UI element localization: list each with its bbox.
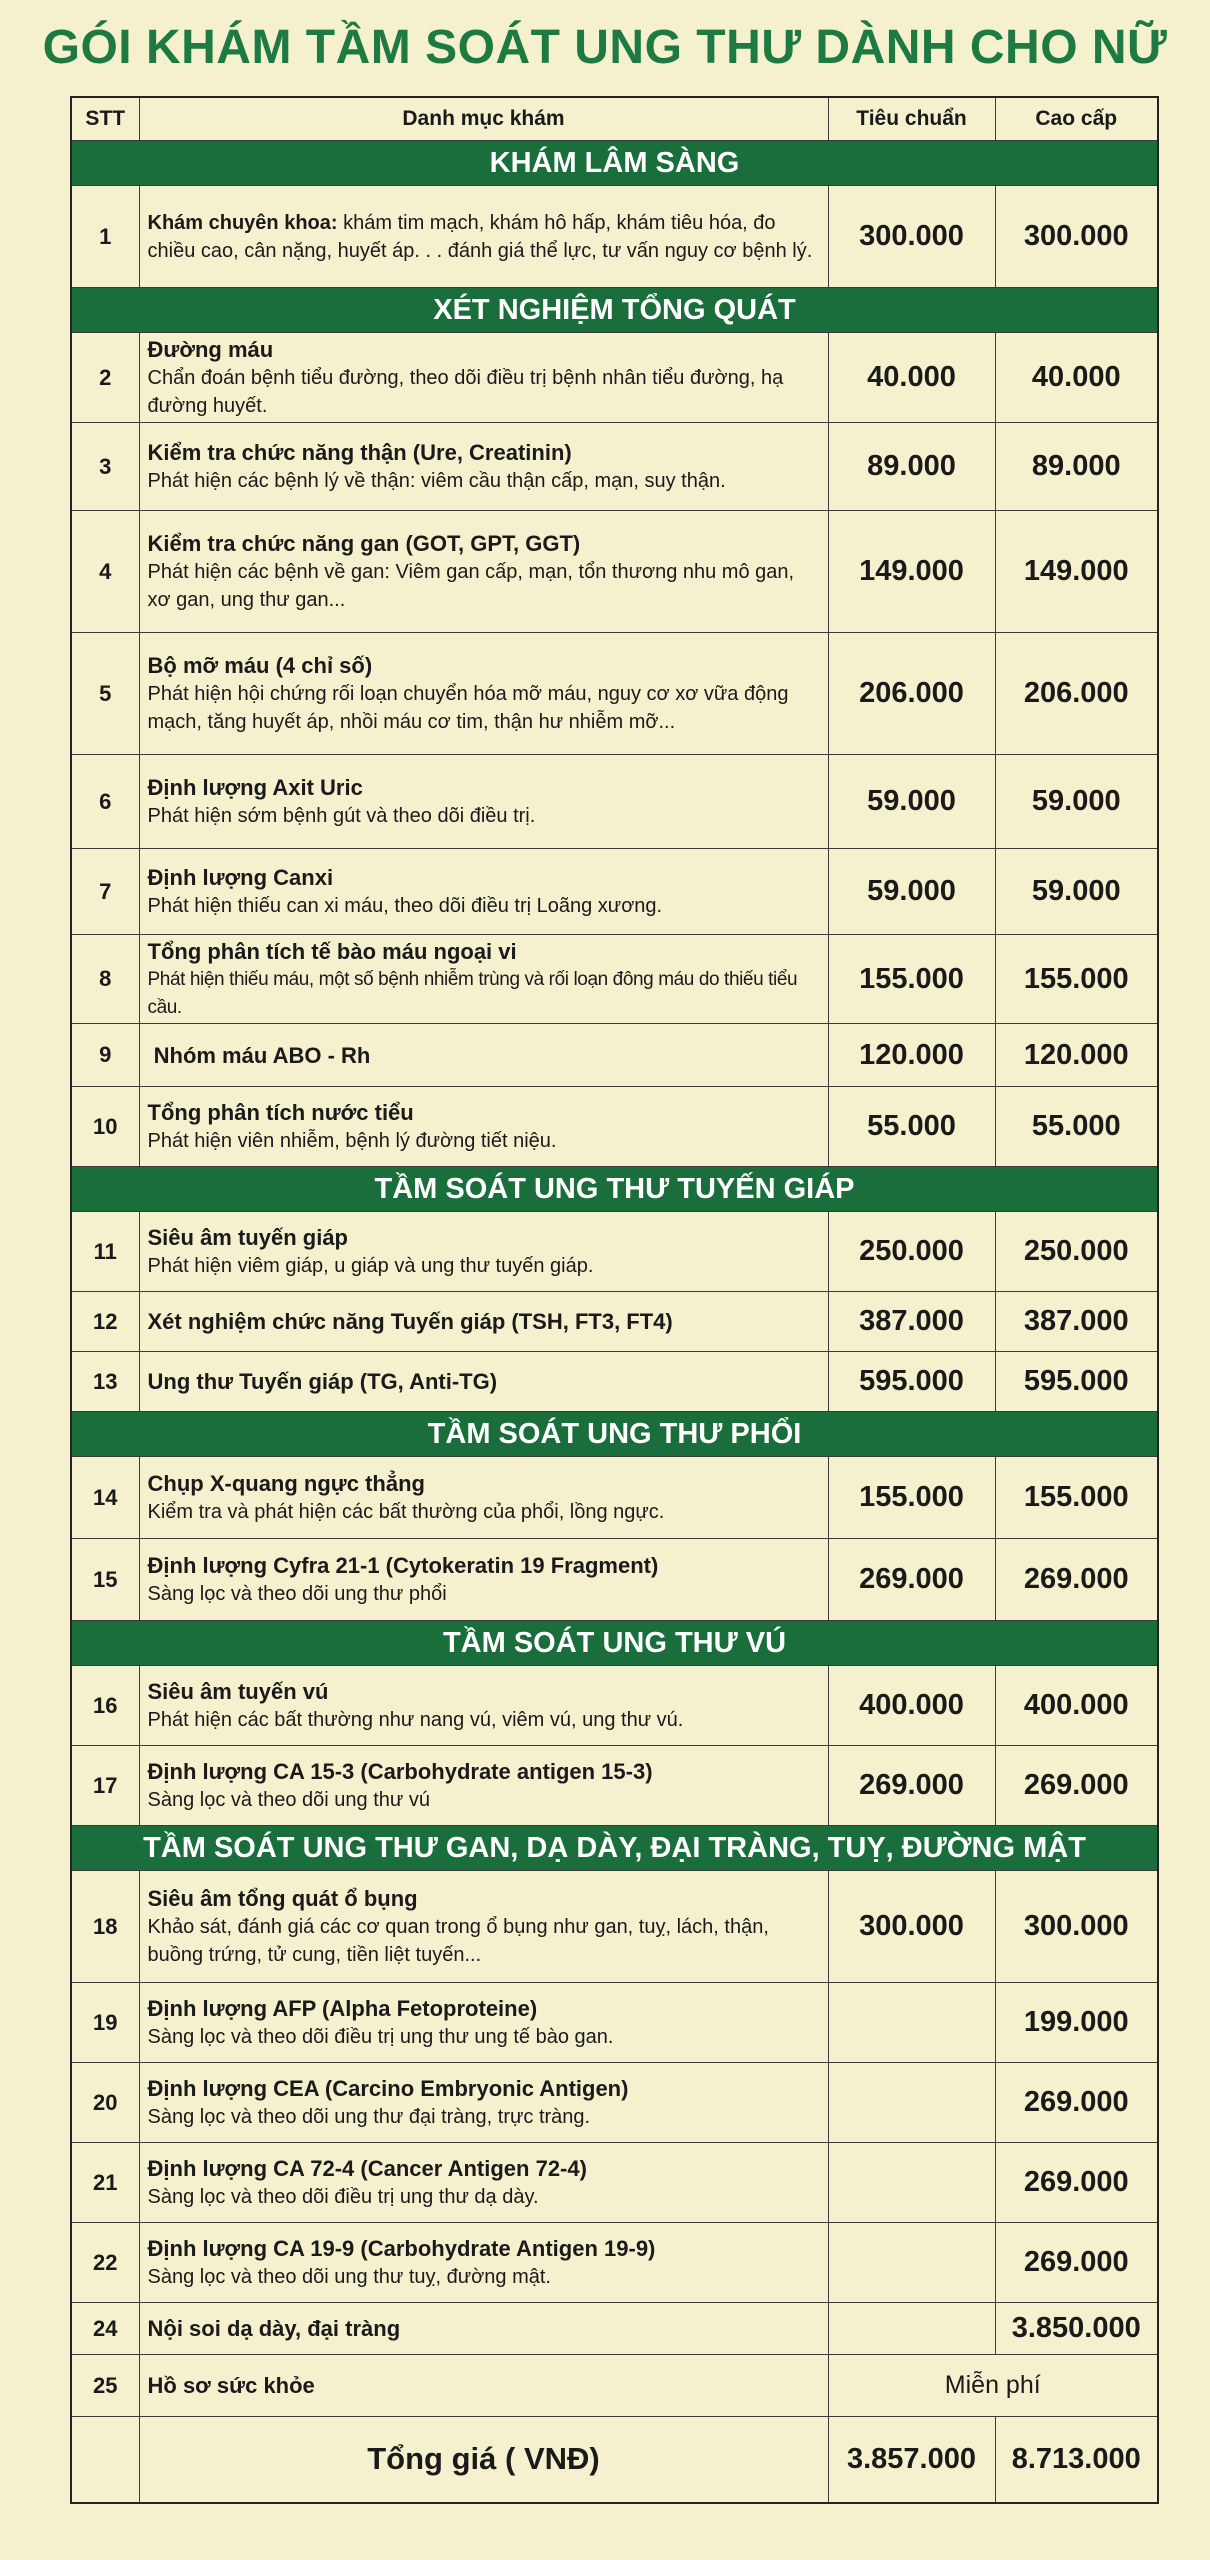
row-item	[139, 333, 828, 423]
row-name: Định lượng Axit Uric	[147, 775, 363, 800]
section-header	[71, 1826, 1158, 1871]
price-premium: 300.000	[995, 1871, 1158, 1983]
price-standard	[828, 2223, 995, 2303]
row-item	[139, 755, 828, 849]
row-stt: 9	[71, 1024, 139, 1087]
table-header-row	[71, 97, 1158, 141]
table-row	[71, 1352, 1158, 1412]
price-premium: 40.000	[995, 333, 1158, 423]
row-desc: Phát hiện viêm giáp, u giáp và ung thư tuyến giáp.	[147, 1255, 594, 1277]
price-standard: 155.000	[828, 935, 995, 1024]
price-standard: 300.000	[828, 1871, 995, 1983]
section-title: XÉT NGHIỆM TỔNG QUÁT	[71, 288, 1158, 333]
row-desc: Chẩn đoán bệnh tiểu đường, theo dõi điều trị bệnh nhân tiểu đường, hạ đường huyết.	[147, 367, 784, 417]
row-desc: Phát hiện hội chứng rối loạn chuyển hóa mỡ máu, nguy cơ xơ vữa động mạch, tăng huyết áp, nhồi máu cơ tim, thận hư nhiễm mỡ...	[147, 683, 789, 733]
section-header	[71, 288, 1158, 333]
table-row	[71, 2143, 1158, 2223]
row-desc: Phát hiện viên nhiễm, bệnh lý đường tiết niệu.	[147, 1130, 557, 1152]
section-header	[71, 1167, 1158, 1212]
total-label: Tổng giá ( VNĐ)	[139, 2417, 828, 2503]
row-stt: 18	[71, 1871, 139, 1983]
table-row	[71, 633, 1158, 755]
price-standard	[828, 2063, 995, 2143]
row-name: Đường máu	[147, 337, 274, 362]
row-desc: Phát hiện các bệnh về gan: Viêm gan cấp, mạn, tổn thương nhu mô gan, xơ gan, ung thư gan...	[147, 561, 795, 611]
row-name: Chụp X-quang ngực thẳng	[147, 1471, 425, 1496]
row-name: Xét nghiệm chức năng Tuyến giáp (TSH, FT3, FT4)	[147, 1309, 673, 1334]
row-stt: 5	[71, 633, 139, 755]
section-title: TẦM SOÁT UNG THƯ PHỔI	[71, 1412, 1158, 1457]
row-stt: 6	[71, 755, 139, 849]
price-standard: 250.000	[828, 1212, 995, 1292]
price-standard: 269.000	[828, 1746, 995, 1826]
row-item	[139, 1087, 828, 1167]
row-desc: Phát hiện thiếu can xi máu, theo dõi điều trị Loãng xương.	[147, 895, 663, 917]
price-premium: 120.000	[995, 1024, 1158, 1087]
table-row	[71, 2223, 1158, 2303]
row-item	[139, 1746, 828, 1826]
price-premium: 595.000	[995, 1352, 1158, 1412]
price-premium: 206.000	[995, 633, 1158, 755]
price-premium: 59.000	[995, 755, 1158, 849]
table-row	[71, 511, 1158, 633]
row-name: Hồ sơ sức khỏe	[147, 2373, 315, 2398]
price-standard: 206.000	[828, 633, 995, 755]
row-stt: 4	[71, 511, 139, 633]
row-item	[139, 2063, 828, 2143]
row-item	[139, 1292, 828, 1352]
row-stt: 14	[71, 1457, 139, 1539]
row-name: Định lượng Cyfra 21-1 (Cytokeratin 19 Fragment)	[147, 1553, 659, 1578]
row-name: Kiểm tra chức năng thận (Ure, Creatinin)	[147, 440, 572, 465]
price-standard: 595.000	[828, 1352, 995, 1412]
row-desc: Phát hiện các bất thường như nang vú, viêm vú, ung thư vú.	[147, 1709, 684, 1731]
row-stt: 2	[71, 333, 139, 423]
price-premium: 199.000	[995, 1983, 1158, 2063]
price-premium: 269.000	[995, 1746, 1158, 1826]
price-standard: 400.000	[828, 1666, 995, 1746]
row-item	[139, 935, 828, 1024]
section-header	[71, 1412, 1158, 1457]
price-premium: 155.000	[995, 1457, 1158, 1539]
row-name: Định lượng Canxi	[147, 865, 334, 890]
row-item	[139, 633, 828, 755]
row-desc: Sàng lọc và theo dõi điều trị ung thư ung tế bào gan.	[147, 2026, 614, 2048]
row-item	[139, 423, 828, 511]
price-standard: 269.000	[828, 1539, 995, 1621]
header-stt: STT	[71, 97, 139, 141]
price-standard: 40.000	[828, 333, 995, 423]
row-stt: 22	[71, 2223, 139, 2303]
row-name: Ung thư Tuyến giáp (TG, Anti-TG)	[147, 1369, 498, 1394]
row-stt: 8	[71, 935, 139, 1024]
table-row	[71, 1539, 1158, 1621]
price-premium: 269.000	[995, 1539, 1158, 1621]
row-stt: 12	[71, 1292, 139, 1352]
row-desc: Kiểm tra và phát hiện các bất thường của phổi, lồng ngực.	[147, 1501, 665, 1523]
section-header	[71, 141, 1158, 186]
table-row	[71, 333, 1158, 423]
total-stt-empty	[71, 2417, 139, 2503]
price-standard: 55.000	[828, 1087, 995, 1167]
table-row	[71, 2063, 1158, 2143]
price-premium: 269.000	[995, 2143, 1158, 2223]
price-standard	[828, 2143, 995, 2223]
price-standard	[828, 2303, 995, 2355]
row-stt: 21	[71, 2143, 139, 2223]
row-name: Định lượng CA 19-9 (Carbohydrate Antigen 19-9)	[147, 2236, 656, 2261]
row-name: Bộ mỡ máu (4 chỉ số)	[147, 653, 373, 678]
section-title: TẦM SOÁT UNG THƯ GAN, DẠ DÀY, ĐẠI TRÀNG, TUỴ, ĐƯỜNG MẬT	[71, 1826, 1158, 1871]
price-premium: 250.000	[995, 1212, 1158, 1292]
row-name: Định lượng CEA (Carcino Embryonic Antigen)	[147, 2076, 629, 2101]
price-standard	[828, 1983, 995, 2063]
row-stt: 11	[71, 1212, 139, 1292]
row-stt: 17	[71, 1746, 139, 1826]
row-item	[139, 1983, 828, 2063]
price-premium: 89.000	[995, 423, 1158, 511]
table-row	[71, 935, 1158, 1024]
table-row	[71, 1292, 1158, 1352]
price-premium: 59.000	[995, 849, 1158, 935]
row-item	[139, 1457, 828, 1539]
row-name: Siêu âm tuyến giáp	[147, 1225, 348, 1250]
row-desc: Khảo sát, đánh giá các cơ quan trong ổ bụng như gan, tuỵ, lách, thận, buồng trứng, tử cung, tiền liệt tuyến...	[147, 1916, 769, 1966]
price-premium: 300.000	[995, 186, 1158, 288]
total-row	[71, 2417, 1158, 2503]
row-name: Nội soi dạ dày, đại tràng	[147, 2316, 401, 2341]
table-row	[71, 1871, 1158, 1983]
table-row	[71, 2303, 1158, 2355]
row-stt: 25	[71, 2355, 139, 2417]
header-category: Danh mục khám	[139, 97, 828, 141]
row-desc: Sàng lọc và theo dõi điều trị ung thư dạ dày.	[147, 2186, 539, 2208]
row-item	[139, 186, 828, 288]
price-standard: 59.000	[828, 755, 995, 849]
row-name: Định lượng AFP (Alpha Fetoproteine)	[147, 1996, 538, 2021]
row-desc: Sàng lọc và theo dõi ung thư vú	[147, 1789, 430, 1811]
table-row	[71, 423, 1158, 511]
header-premium: Cao cấp	[995, 97, 1158, 141]
row-name: Tổng phân tích nước tiểu	[147, 1100, 414, 1125]
row-item	[139, 1666, 828, 1746]
price-premium: 3.850.000	[995, 2303, 1158, 2355]
table-row	[71, 2355, 1158, 2417]
free-badge: Miễn phí	[828, 2355, 1158, 2417]
row-item	[139, 511, 828, 633]
row-item	[139, 1871, 828, 1983]
price-standard: 149.000	[828, 511, 995, 633]
row-name: Định lượng CA 72-4 (Cancer Antigen 72-4)	[147, 2156, 587, 2181]
section-title: TẦM SOÁT UNG THƯ TUYẾN GIÁP	[71, 1167, 1158, 1212]
header-standard: Tiêu chuẩn	[828, 97, 995, 141]
price-standard: 89.000	[828, 423, 995, 511]
price-standard: 155.000	[828, 1457, 995, 1539]
table-row	[71, 186, 1158, 288]
row-name: Siêu âm tổng quát ổ bụng	[147, 1886, 418, 1911]
row-item	[139, 1024, 828, 1087]
row-stt: 15	[71, 1539, 139, 1621]
row-stt: 16	[71, 1666, 139, 1746]
row-stt: 13	[71, 1352, 139, 1412]
table-row	[71, 1746, 1158, 1826]
row-item	[139, 2303, 828, 2355]
price-premium: 55.000	[995, 1087, 1158, 1167]
price-premium: 269.000	[995, 2063, 1158, 2143]
row-name: Nhóm máu ABO - Rh	[147, 1042, 371, 1068]
row-desc: Sàng lọc và theo dõi ung thư đại tràng, trực tràng.	[147, 2106, 591, 2128]
price-standard: 300.000	[828, 186, 995, 288]
row-desc: Phát hiện thiếu máu, một số bệnh nhiễm trùng và rối loạn đông máu do thiếu tiểu cầu.	[147, 968, 798, 1018]
table-row	[71, 1666, 1158, 1746]
row-stt: 1	[71, 186, 139, 288]
table-row	[71, 1983, 1158, 2063]
row-name: Tổng phân tích tế bào máu ngoại vi	[147, 938, 517, 964]
row-item	[139, 1352, 828, 1412]
row-stt: 24	[71, 2303, 139, 2355]
table-row	[71, 755, 1158, 849]
price-table	[70, 96, 1159, 2504]
section-title: KHÁM LÂM SÀNG	[71, 141, 1158, 186]
row-stt: 20	[71, 2063, 139, 2143]
price-standard: 387.000	[828, 1292, 995, 1352]
price-premium: 269.000	[995, 2223, 1158, 2303]
row-item	[139, 1212, 828, 1292]
row-name: Siêu âm tuyến vú	[147, 1679, 329, 1704]
price-premium: 387.000	[995, 1292, 1158, 1352]
total-premium: 8.713.000	[995, 2417, 1158, 2503]
total-standard: 3.857.000	[828, 2417, 995, 2503]
row-stt: 3	[71, 423, 139, 511]
row-item	[139, 1539, 828, 1621]
price-standard: 59.000	[828, 849, 995, 935]
table-row	[71, 1087, 1158, 1167]
row-desc: Phát hiện các bệnh lý về thận: viêm cầu thận cấp, mạn, suy thận.	[147, 470, 726, 492]
section-header	[71, 1621, 1158, 1666]
row-stt: 10	[71, 1087, 139, 1167]
table-row	[71, 1457, 1158, 1539]
row-desc: Phát hiện sớm bệnh gút và theo dõi điều trị.	[147, 805, 536, 827]
price-premium: 155.000	[995, 935, 1158, 1024]
page-title: GÓI KHÁM TẦM SOÁT UNG THƯ DÀNH CHO NỮ	[42, 21, 1168, 74]
row-stt: 7	[71, 849, 139, 935]
row-desc: Sàng lọc và theo dõi ung thư phổi	[147, 1583, 447, 1605]
table-row	[71, 1024, 1158, 1087]
row-desc: khám tim mạch, khám hô hấp, khám tiêu hóa, đo chiều cao, cân nặng, huyết áp. . . đánh giá thể lực, tư vấn nguy cơ bệnh lý.	[147, 211, 813, 262]
price-standard: 120.000	[828, 1024, 995, 1087]
row-name: Kiểm tra chức năng gan (GOT, GPT, GGT)	[147, 531, 581, 556]
row-name: Định lượng CA 15-3 (Carbohydrate antigen 15-3)	[147, 1759, 653, 1784]
row-item	[139, 2143, 828, 2223]
table-row	[71, 1212, 1158, 1292]
row-stt: 19	[71, 1983, 139, 2063]
row-item	[139, 2223, 828, 2303]
price-premium: 149.000	[995, 511, 1158, 633]
row-desc: Sàng lọc và theo dõi ung thư tuỵ, đường mật.	[147, 2266, 551, 2288]
table-row	[71, 849, 1158, 935]
row-item	[139, 849, 828, 935]
price-premium: 400.000	[995, 1666, 1158, 1746]
section-title: TẦM SOÁT UNG THƯ VÚ	[71, 1621, 1158, 1666]
row-item	[139, 2355, 828, 2417]
row-name: Khám chuyên khoa:	[147, 211, 338, 234]
